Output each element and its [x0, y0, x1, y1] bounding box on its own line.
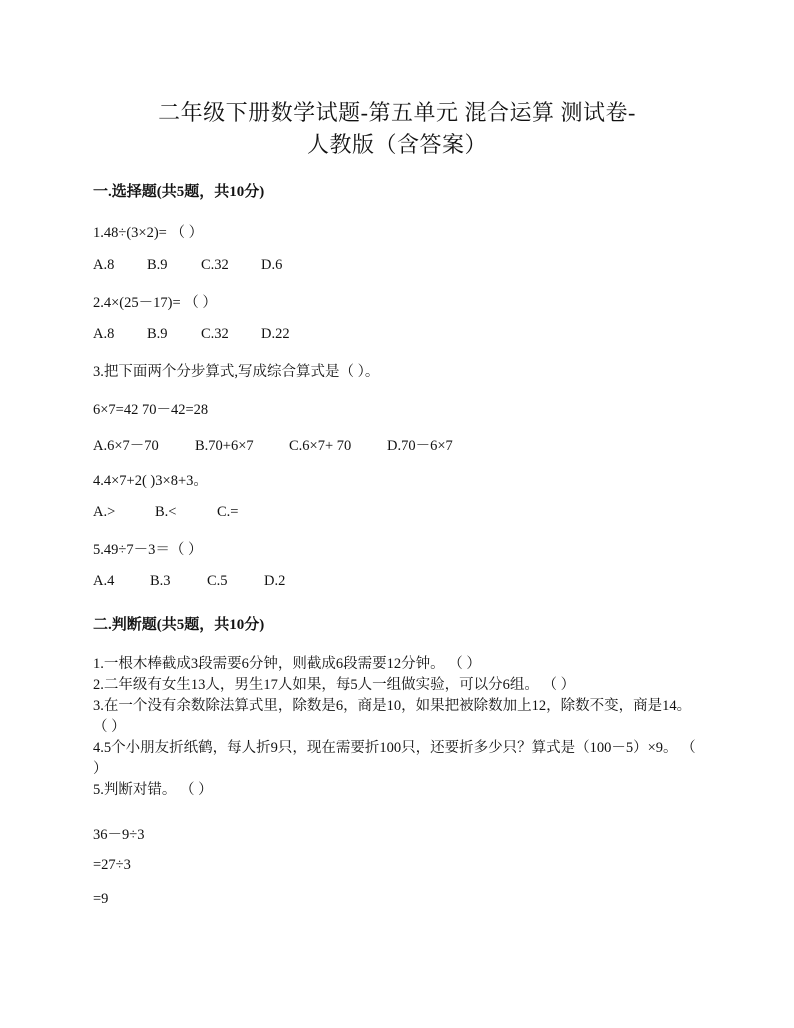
option-d: D.2: [264, 573, 286, 589]
option-d: D.70－6×7: [387, 438, 453, 454]
judgement-item-4: 4.5个小朋友折纸鹤，每人折9只，现在需要折100只，还要折多少只？算式是（100－5）×9。 （ ）: [93, 740, 696, 777]
question-5: 5.49÷7－3＝（ ）: [93, 542, 203, 558]
option-a: A.4: [93, 573, 115, 589]
document-title-line1: 二年级下册数学试题-第五单元 混合运算 测试卷-: [158, 100, 636, 125]
judgement-item-5: 5.判断对错。 （ ）: [93, 782, 213, 798]
option-d: D.6: [261, 257, 283, 273]
question-1-options: [93, 257, 282, 274]
option-a: A.8: [93, 257, 115, 273]
calc-line-2: =27÷3: [93, 857, 131, 873]
question-4: 4.4×7+2( )3×8+3。: [93, 473, 208, 489]
option-a: A.8: [93, 326, 115, 342]
option-b: B.9: [147, 257, 168, 273]
question-2: 2.4×(25－17)= （ ）: [93, 295, 217, 311]
section2-heading: 二.判断题(共5题，共10分): [93, 617, 265, 633]
calc-line-1: 36－9÷3: [93, 827, 145, 843]
option-c: C.32: [201, 326, 229, 342]
calc-line-3: =9: [93, 891, 109, 907]
option-c: C.=: [217, 504, 239, 520]
judgement-item-3: 3.在一个没有余数除法算式里，除数是6，商是10，如果把被除数加上12，除数不变，商是14。 （ ）: [93, 698, 692, 735]
option-b: B.9: [147, 326, 168, 342]
option-a: A.>: [93, 504, 116, 520]
option-c: C.6×7+ 70: [289, 438, 352, 454]
document-title-line2: 人教版（含答案）: [306, 132, 487, 157]
question-3-steps: 6×7=42 70－42=28: [93, 402, 209, 418]
question-3: 3.把下面两个分步算式,写成综合算式是（ ）。: [93, 364, 380, 380]
judgement-list: [93, 654, 703, 801]
option-b: B.<: [155, 504, 177, 520]
option-c: C.5: [207, 573, 228, 589]
judgement-item-1: 1.一根木棒截成3段需要6分钟，则截成6段需要12分钟。 （ ）: [93, 656, 481, 672]
question-1: 1.48÷(3×2)= （ ）: [93, 225, 204, 241]
question-5-options: [93, 573, 285, 590]
option-d: D.22: [261, 326, 290, 342]
option-c: C.32: [201, 257, 229, 273]
judgement-item-2: 2.二年级有女生13人，男生17人如果，每5人一组做实验，可以分6组。 （ ）: [93, 677, 576, 693]
option-b: B.3: [150, 573, 171, 589]
section1-heading: 一.选择题(共5题，共10分): [93, 184, 265, 200]
option-b: B.70+6×7: [195, 438, 254, 454]
option-a: A.6×7－70: [93, 438, 159, 454]
question-2-options: [93, 326, 290, 343]
question-3-options: [93, 434, 453, 455]
question-4-options: [93, 504, 238, 521]
